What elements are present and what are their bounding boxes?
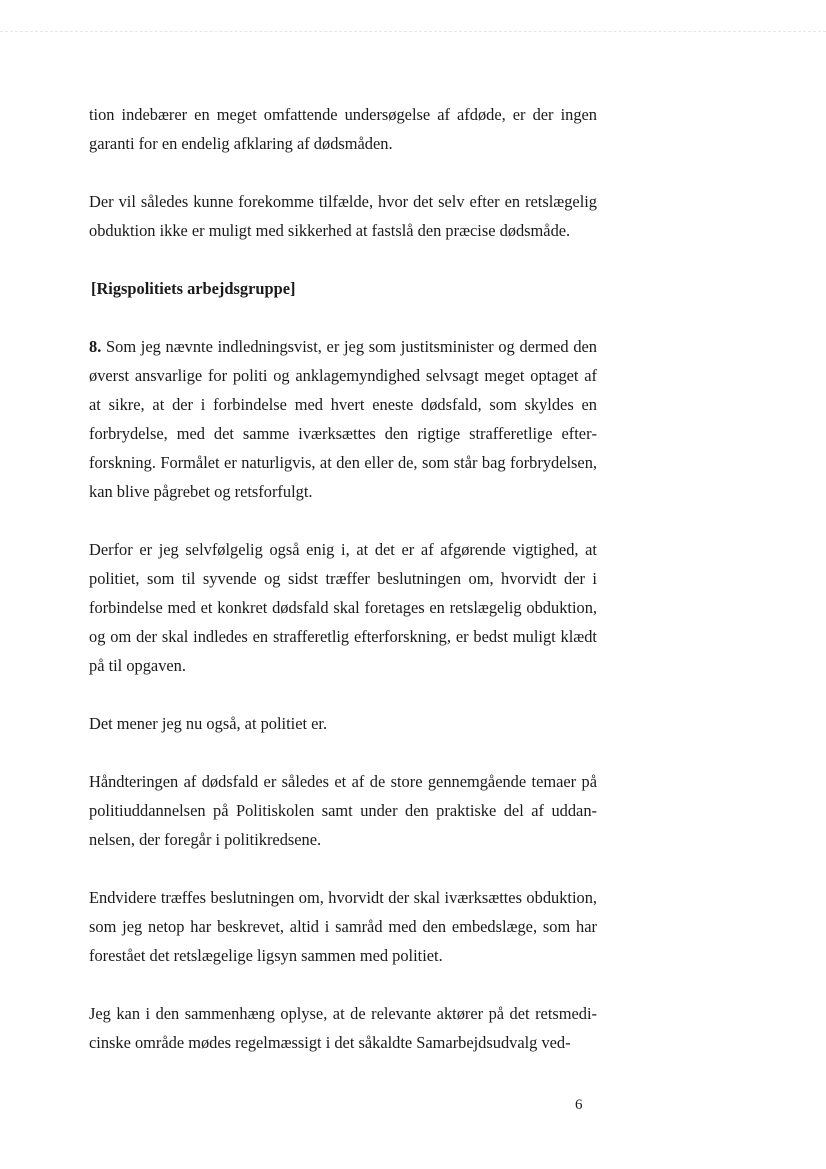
- section-heading: [Rigspolitiets arbejdsgruppe]: [91, 279, 296, 298]
- section-number: 8.: [89, 337, 102, 356]
- paragraph-continuation: tion indebærer en meget omfattende undersøgelse af afdøde, er der ingen garanti for en endelig afklaring af dødsmåden.: [89, 105, 597, 153]
- paragraph-samarbejdsudvalg: Jeg kan i den sammenhæng oplyse, at de relevante aktører på det retsmedicinske område mødes regelmæssigt i det såkaldte Samarbejdsudvalg ved-: [89, 1004, 597, 1052]
- paragraph-endvidere: Endvidere træffes beslutningen om, hvorvidt der skal iværksættes obduktion, som jeg netop har beskrevet, altid i samråd med den embedslæge, som har forestået det retslægelige ligsyn sammen med politiet.: [89, 888, 597, 965]
- paragraph-dodsmade: Der vil således kunne forekomme tilfælde, hvor det selv efter en retslægelig obduktion ikke er muligt med sikkerhed at fastslå den præcise dødsmåde.: [89, 192, 597, 240]
- paragraph-handteringen: Håndteringen af dødsfald er således et af de store gennemgående temaer på politiuddannelsen på Politiskolen samt under den praktiske del af uddannelsen, der foregår i politikredsene.: [89, 772, 597, 849]
- section-8-text: Som jeg nævnte indledningsvist, er jeg som justitsminister og dermed den øverst ansvarlige for politi og anklagemyndighed selvsagt meget optaget af at sikre, at der i forbindelse med hvert eneste dødsfald, som skyldes en forbrydelse, med det samme iværksættes den rigtige strafferetlige efterforskning. Formålet er naturligvis, at den eller de, som står bag forbrydelsen, kan blive pågrebet og retsforfulgt.: [89, 337, 597, 501]
- document-page: [89, 100, 597, 1086]
- scan-edge-line: [0, 31, 826, 32]
- paragraph-section-8: [89, 332, 597, 506]
- paragraph-det-mener: Det mener jeg nu også, at politiet er.: [89, 714, 328, 733]
- page-number: 6: [575, 1097, 583, 1113]
- paragraph-derfor: Derfor er jeg selvfølgelig også enig i, at det er af afgørende vigtighed, at politiet, som til syvende og sidst træffer beslutningen om, hvorvidt der i forbindelse med et konkret dødsfald skal foretages en retslægelig obduktion, og om der skal indledes en strafferetlig efterforskning, er bedst muligt klædt på til opgaven.: [89, 540, 597, 675]
